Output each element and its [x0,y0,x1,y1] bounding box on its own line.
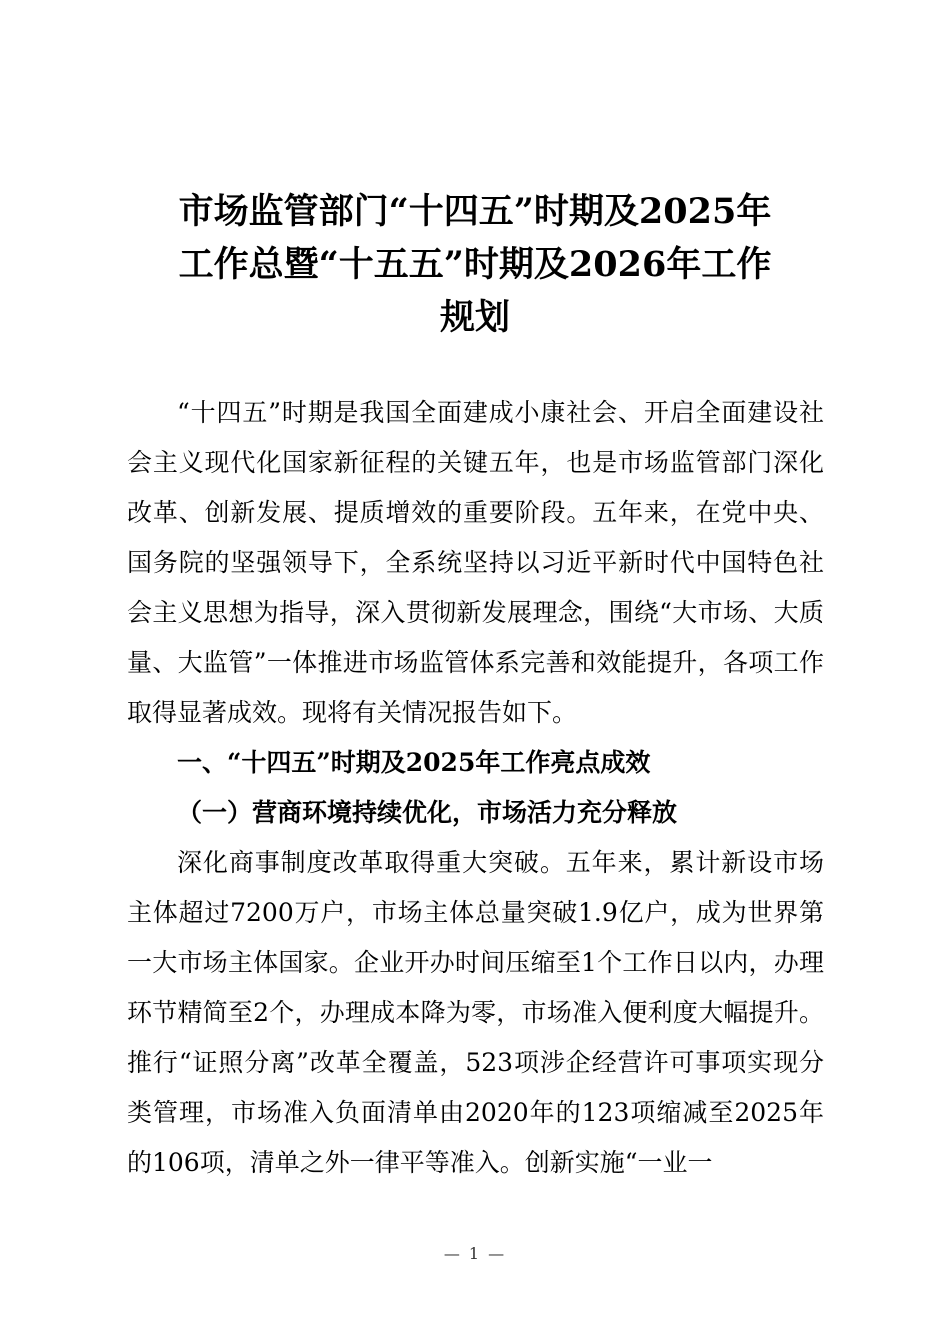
title-line-1: 市场监管部门“十四五”时期及2025年 [178,191,772,232]
document-title [120,185,830,344]
section-paragraph: 深化商事制度改革取得重大突破。五年来，累计新设市场主体超过7200万户，市场主体总量突破1.9亿户，成为世界第一大市场主体国家。企业开办时间压缩至1个工作日以内，办理环节精简至2个，办理成本降为零，市场准入便利度大幅提升。推行“证照分离”改革全覆盖，523项涉企经营许可事项实现分类管理，市场准入负面清单由2020年的123项缩减至2025年的106项，清单之外一律平等准入。创新实施“一业一 [127,848,824,1177]
page-number: — 1 — [443,1244,507,1263]
section-heading: 一、“十四五”时期及2025年工作亮点成效 [177,748,651,777]
subsection-heading: （一）营商环境持续优化，市场活力充分释放 [177,798,678,827]
title-line-2: 工作总暨“十五五”时期及2026年工作 [178,244,772,285]
title-line-3: 规划 [439,297,510,338]
document-body [127,388,824,1188]
intro-paragraph: “十四五”时期是我国全面建成小康社会、开启全面建设社会主义现代化国家新征程的关键五年，也是市场监管部门深化改革、创新发展、提质增效的重要阶段。五年来，在党中央、国务院的坚强领导下，全系统坚持以习近平新时代中国特色社会主义思想为指导，深入贯彻新发展理念，围绕“大市场、大质量、大监管”一体推进市场监管体系完善和效能提升，各项工作取得显著成效。现将有关情况报告如下。 [127,398,824,727]
